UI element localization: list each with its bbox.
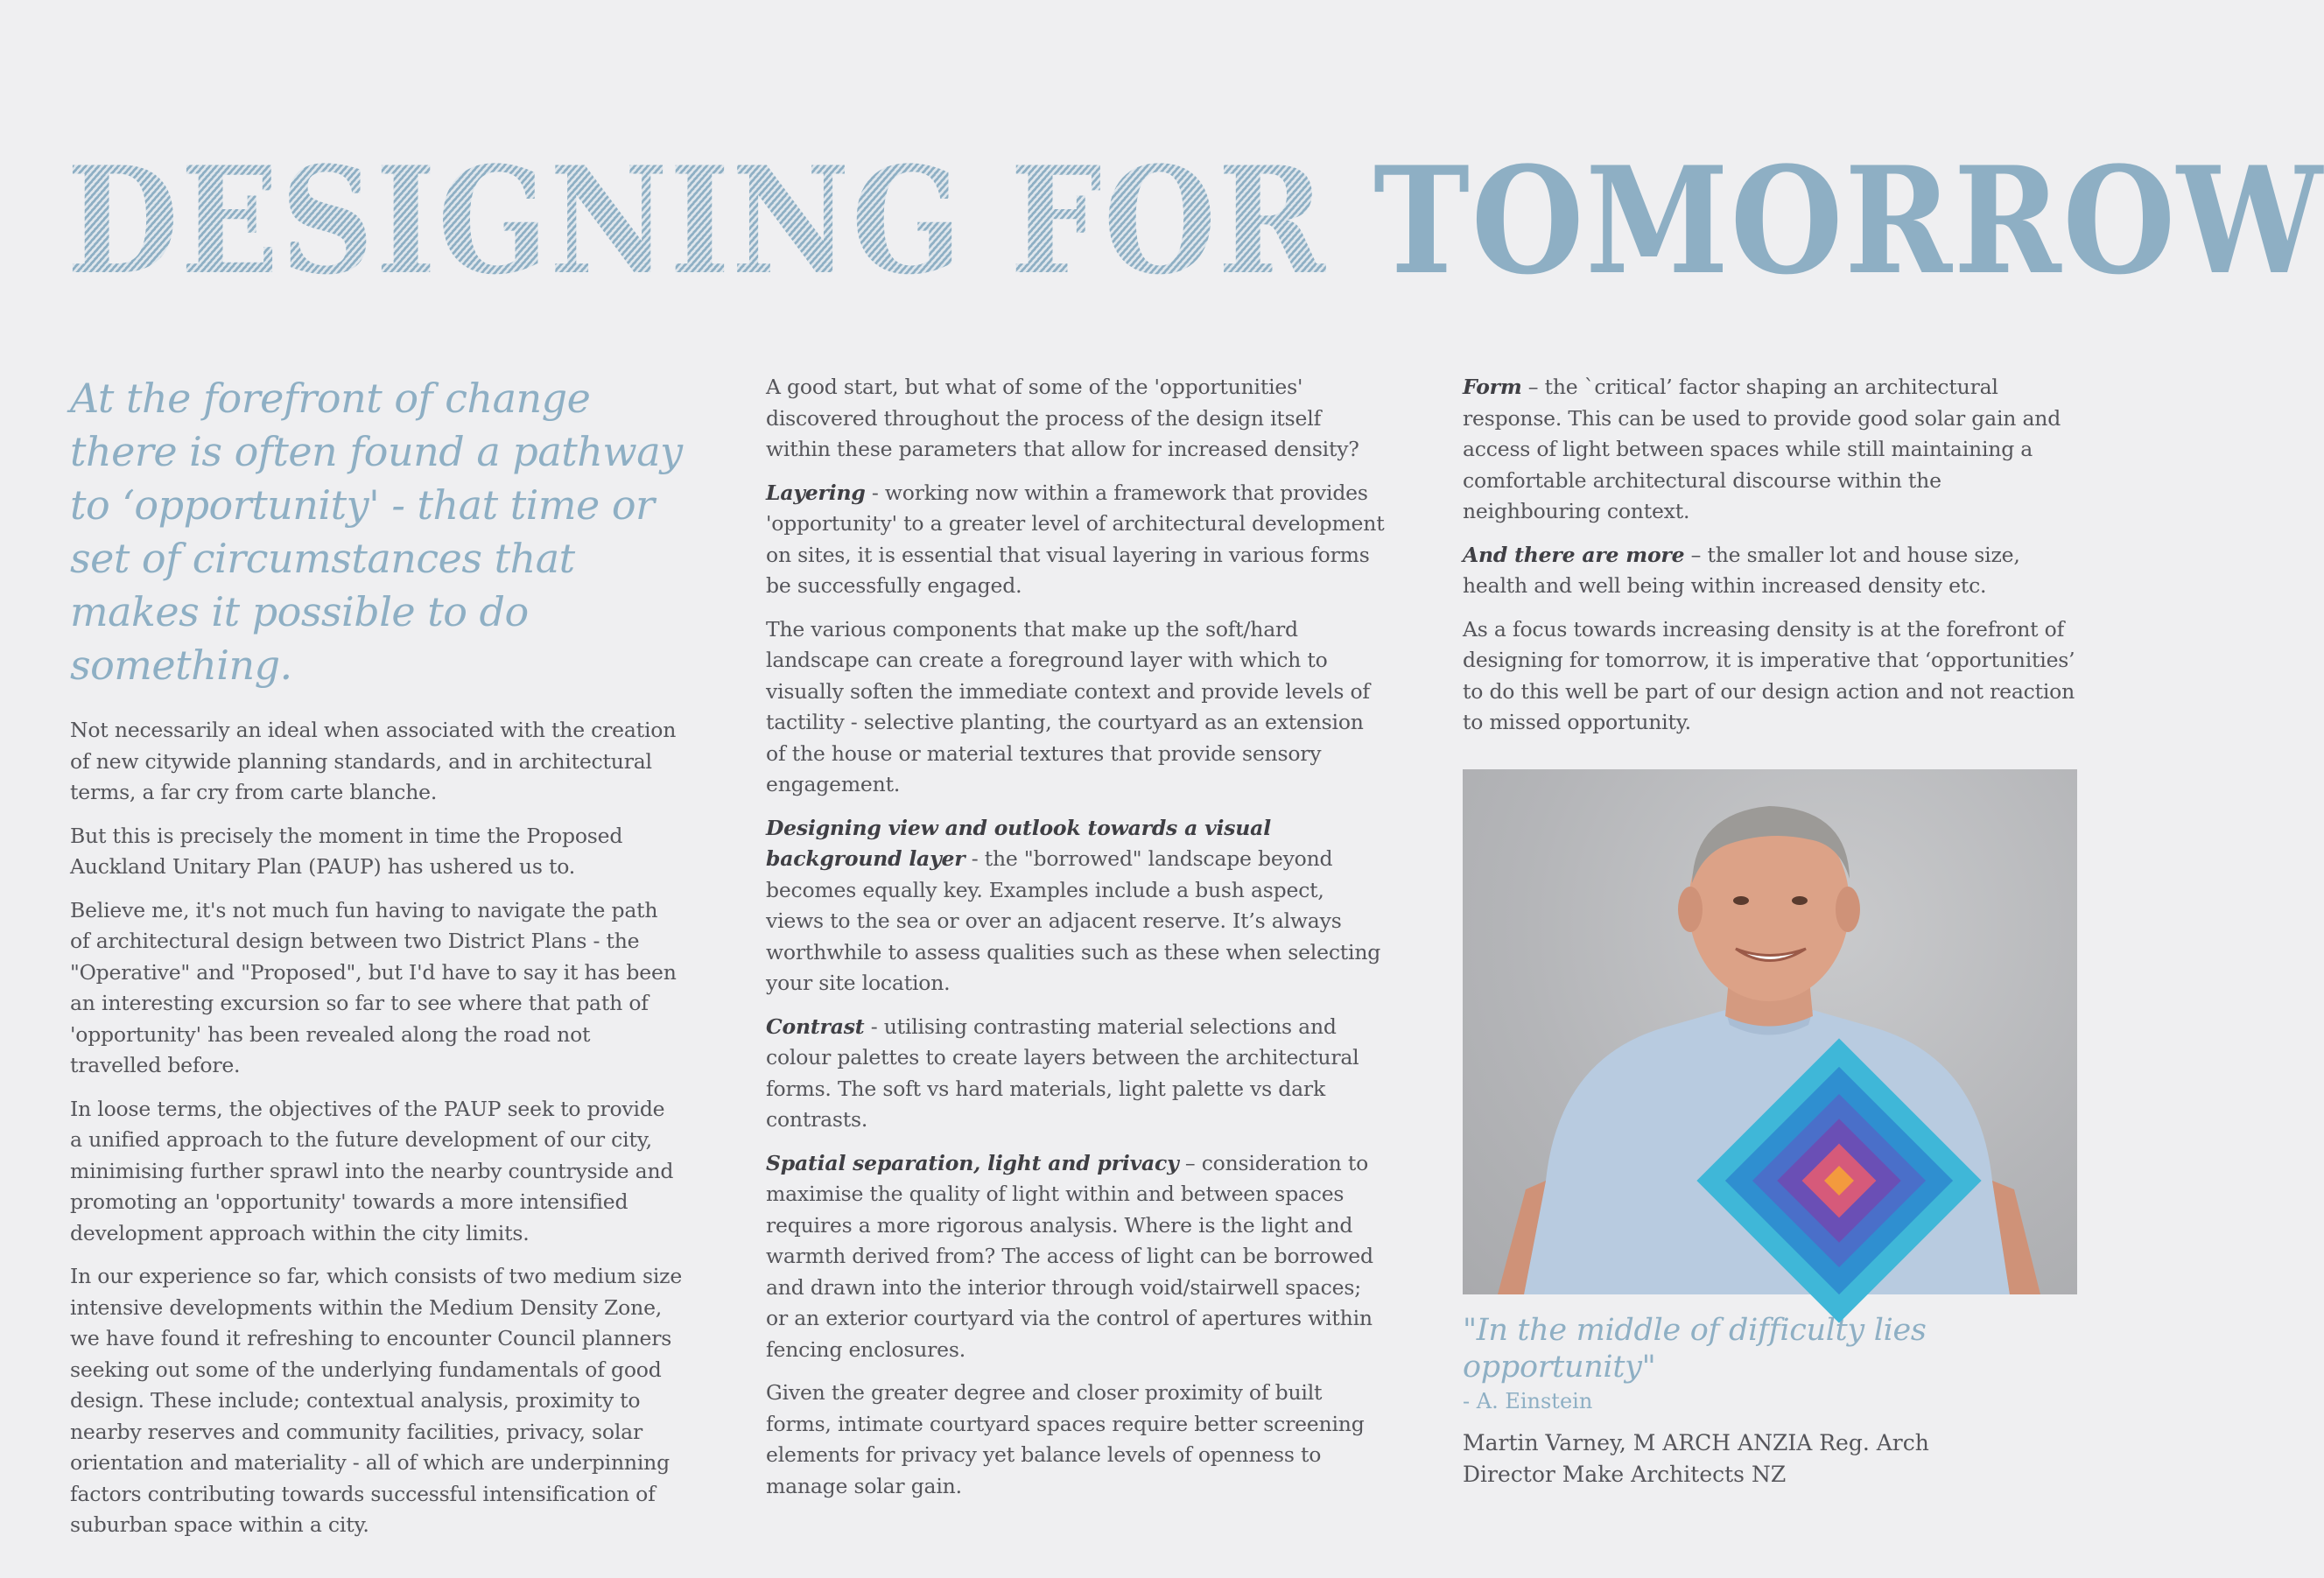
paragraph-text: - working now within a framework that provides 'opportunity' to a greater level of architectural development on sites, it is essential that visual layering in various forms be successfully engaged. (766, 480, 1385, 598)
paragraph-spatial (766, 1148, 1387, 1366)
paragraph-more (1463, 540, 2080, 602)
term-view-outlook: Designing view and outlook towards a visual background layer (766, 815, 1271, 871)
author-portrait-photo (1463, 769, 2077, 1294)
paragraph: In our experience so far, which consists of two medium size intensive developments within the Medium Density Zone, we have found it refreshing to encounter Council planners seeking out some of the underlying fundamentals of good design. These include; contextual analysis, proximity to nearby reserves and community facilities, privacy, solar orientation and materiality - all of which are underpinning factors contributing towards successful intensification of suburban space within a city. (70, 1264, 683, 1537)
paragraph: As a focus towards increasing density is at the forefront of designing for tomorrow, it is imperative that ‘opportunities’ to do this well be part of our design action and not reaction to missed opportunity. (1463, 616, 2075, 734)
paragraph: In loose terms, the objectives of the PAUP seek to provide a unified approach to the future development of our city, minimising further sprawl into the nearby countryside and promoting an 'opportunity' towards a more intensified development approach within the city limits. (70, 1096, 674, 1245)
author-title: Director Make Architects NZ (1463, 1461, 1787, 1487)
paragraph: Given the greater degree and closer proximity of built forms, intimate courtyard spaces require better screening elements for privacy yet balance levels of openness to manage solar gain. (766, 1380, 1365, 1498)
term-and-there-are-more: And there are more (1463, 542, 1685, 567)
paragraph-form (1463, 372, 2080, 528)
paragraph: But this is precisely the moment in time the Proposed Auckland Unitary Plan (PAUP) has ushered us to. (70, 823, 623, 879)
paragraph: The various components that make up the soft/hard landscape can create a foreground layer with which to visually soften the immediate context and provide levels of tactility - selective planting, the courtyard as an extension of the house or material textures that provide sensory engagement. (766, 616, 1370, 796)
paragraph-layering (766, 478, 1387, 602)
title-word-tomorrow: TOMORROW (1373, 134, 2324, 307)
paragraph: A good start, but what of some of the 'opportunities' discovered throughout the process of the design itself within these parameters that allow for increased density? (766, 375, 1359, 461)
paragraph-view (766, 813, 1387, 999)
paragraph: Believe me, it's not much fun having to navigate the path of architectural design between two District Plans - the "Operative" and "Proposed", but I'd have to say it has been an interesting excursion so far to see where that path of 'opportunity' has been revealed along the road not travelled before. (70, 897, 677, 1077)
title-word-for: FOR (1009, 134, 1327, 307)
lead-pullquote: At the forefront of change there is often found a pathway to ‘opportunity' - that time or set of circumstances that makes it possible to do something. (70, 375, 683, 689)
paragraph-text: - utilising contrasting material selections and colour palettes to create layers between the architectural forms. The soft vs hard materials, light palette vs dark contrasts. (766, 1013, 1359, 1132)
pull-quote: "In the middle of difficulty lies opportunity" (1463, 1312, 1927, 1385)
paragraph-contrast (766, 1012, 1387, 1136)
portrait-illustration (1463, 769, 2077, 1294)
column-middle (766, 372, 1387, 1514)
paragraph-text: – the `critical’ factor shaping an architectural response. This can be used to provide good solar gain and access of light between spaces while still maintaining a comfortable architectural discourse within the neighbouring context. (1463, 375, 2061, 523)
paragraph: Not necessarily an ideal when associated with the creation of new citywide planning standards, and in architectural terms, a far cry from carte blanche. (70, 718, 677, 804)
paragraph-text: – consideration to maximise the quality of light within and between spaces requires a more rigorous analysis. Where is the light and warmth derived from? The access of light can be borrowed and drawn into the interior through void/stairwell spaces; or an exterior courtyard via the control of apertures within fencing enclosures. (766, 1150, 1373, 1362)
title-word-designing: DESIGNING (67, 134, 964, 307)
term-layering: Layering (766, 480, 866, 505)
author-name: Martin Varney, M ARCH ANZIA Reg. Arch (1463, 1429, 1929, 1455)
page-title (67, 134, 2324, 307)
quote-attribution: - A. Einstein (1463, 1388, 1593, 1413)
column-right (1463, 372, 2080, 1490)
term-contrast: Contrast (766, 1013, 865, 1039)
paragraph-text: - the "borrowed" landscape beyond becomes equally key. Examples include a bush aspect, views to the sea or over an adjacent reserve. It’s always worthwhile to assess qualities such as these when selecting your site location. (766, 846, 1381, 995)
paragraph-text: – the smaller lot and house size, health and well being within increased density etc. (1463, 542, 2020, 598)
column-left (70, 372, 683, 1553)
term-spatial-separation: Spatial separation, light and privacy (766, 1150, 1179, 1175)
term-form: Form (1463, 375, 1522, 399)
